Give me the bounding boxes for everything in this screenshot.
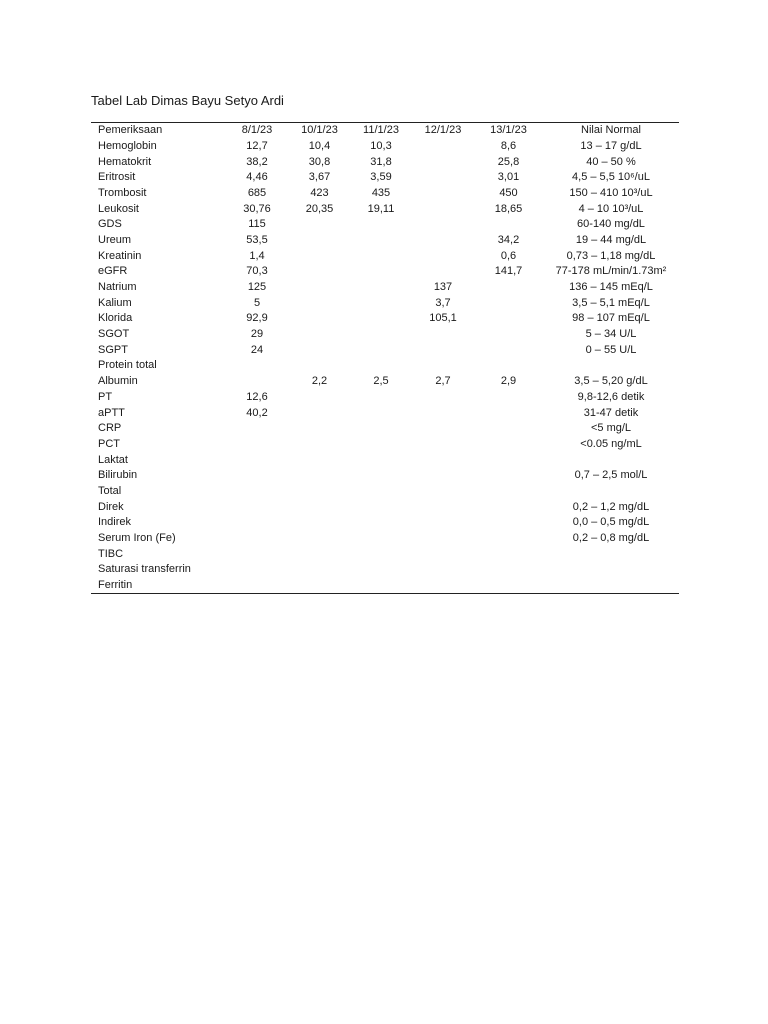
result-cell-date-2 bbox=[289, 484, 350, 500]
test-name-cell: Total bbox=[98, 484, 122, 497]
result-cell-date-2 bbox=[289, 421, 350, 437]
result-cell-date-1 bbox=[225, 546, 289, 562]
table-row bbox=[91, 217, 679, 233]
normal-range-cell bbox=[543, 484, 679, 500]
test-name-cell: Eritrosit bbox=[98, 171, 136, 184]
result-cell-date-1 bbox=[225, 437, 289, 453]
normal-range-cell: <5 mg/L bbox=[590, 422, 632, 435]
test-name-cell: Kreatinin bbox=[98, 249, 142, 262]
table-row bbox=[91, 201, 679, 217]
result-cell-date-1 bbox=[225, 358, 289, 374]
result-cell-date-1: 40,2 bbox=[246, 406, 268, 419]
result-cell-date-1 bbox=[225, 374, 289, 390]
table-row bbox=[91, 531, 679, 547]
header-pemeriksaan: Pemeriksaan bbox=[98, 124, 163, 137]
table-row bbox=[91, 468, 679, 484]
test-name-cell: Natrium bbox=[98, 281, 137, 294]
header-nilai-normal: Nilai Normal bbox=[581, 124, 641, 137]
result-cell-date-4 bbox=[412, 358, 474, 374]
test-name-cell: Ferritin bbox=[98, 578, 133, 591]
result-cell-date-5 bbox=[474, 217, 543, 233]
page-title: Tabel Lab Dimas Bayu Setyo Ardi bbox=[91, 93, 284, 108]
result-cell-date-2 bbox=[289, 468, 350, 484]
normal-range-cell bbox=[543, 452, 679, 468]
test-name-cell: TIBC bbox=[98, 547, 124, 560]
result-cell-date-5: 2,9 bbox=[500, 375, 517, 388]
result-cell-date-4 bbox=[412, 170, 474, 186]
result-cell-date-5: 25,8 bbox=[497, 155, 520, 168]
result-cell-date-4: 105,1 bbox=[429, 312, 457, 325]
result-cell-date-3 bbox=[350, 499, 412, 515]
test-name-cell: Hematokrit bbox=[98, 155, 152, 168]
table-row bbox=[91, 546, 679, 562]
normal-range-cell bbox=[543, 578, 679, 594]
result-cell-date-5: 8,6 bbox=[500, 139, 517, 152]
result-cell-date-1: 1,4 bbox=[249, 249, 265, 262]
result-cell-date-1: 38,2 bbox=[246, 155, 268, 168]
result-cell-date-1: 24 bbox=[250, 343, 264, 356]
result-cell-date-3: 2,5 bbox=[373, 375, 389, 388]
result-cell-date-1 bbox=[225, 452, 289, 468]
test-name-cell: eGFR bbox=[98, 265, 128, 278]
result-cell-date-5 bbox=[474, 578, 543, 594]
table-row bbox=[91, 515, 679, 531]
normal-range-cell: 150 – 410 10³/uL bbox=[569, 186, 653, 199]
result-cell-date-3 bbox=[350, 248, 412, 264]
result-cell-date-2: 423 bbox=[310, 186, 329, 199]
result-cell-date-1 bbox=[225, 468, 289, 484]
header-date-2: 10/1/23 bbox=[301, 124, 338, 137]
result-cell-date-4 bbox=[412, 531, 474, 547]
result-cell-date-1 bbox=[225, 562, 289, 578]
test-name-cell: Laktat bbox=[98, 453, 128, 466]
result-cell-date-2 bbox=[289, 499, 350, 515]
result-cell-date-2 bbox=[289, 515, 350, 531]
table-row bbox=[91, 139, 679, 155]
test-name-cell: Indirek bbox=[98, 516, 132, 529]
result-cell-date-3 bbox=[350, 421, 412, 437]
result-cell-date-5: 450 bbox=[499, 186, 518, 199]
test-name-cell: SGPT bbox=[98, 343, 128, 356]
table-row bbox=[91, 280, 679, 296]
result-cell-date-2 bbox=[289, 562, 350, 578]
lab-results-table bbox=[91, 122, 679, 594]
result-cell-date-3 bbox=[350, 358, 412, 374]
result-cell-date-2 bbox=[289, 233, 350, 249]
result-cell-date-4 bbox=[412, 139, 474, 155]
result-cell-date-5 bbox=[474, 499, 543, 515]
test-name-cell: Hemoglobin bbox=[98, 139, 157, 152]
normal-range-cell: 77-178 mL/min/1.73m² bbox=[555, 265, 667, 278]
normal-range-cell: 60-140 mg/dL bbox=[577, 218, 645, 231]
result-cell-date-5 bbox=[474, 405, 543, 421]
table-row bbox=[91, 390, 679, 406]
result-cell-date-1: 125 bbox=[247, 281, 267, 294]
normal-range-cell: 98 – 107 mEq/L bbox=[572, 312, 650, 325]
table-row bbox=[91, 484, 679, 500]
result-cell-date-3 bbox=[350, 562, 412, 578]
result-cell-date-4 bbox=[412, 452, 474, 468]
normal-range-cell: 3,5 – 5,20 g/dL bbox=[574, 375, 648, 388]
result-cell-date-5 bbox=[474, 295, 543, 311]
result-cell-date-3: 31,8 bbox=[370, 155, 392, 168]
result-cell-date-5: 0,6 bbox=[500, 249, 517, 262]
result-cell-date-3 bbox=[350, 217, 412, 233]
result-cell-date-3 bbox=[350, 233, 412, 249]
table-row bbox=[91, 311, 679, 327]
result-cell-date-4 bbox=[412, 546, 474, 562]
result-cell-date-2 bbox=[289, 342, 350, 358]
normal-range-cell: 40 – 50 % bbox=[586, 155, 636, 168]
header-date-5: 13/1/23 bbox=[490, 124, 527, 137]
table-row bbox=[91, 154, 679, 170]
result-cell-date-5 bbox=[474, 327, 543, 343]
result-cell-date-1: 12,7 bbox=[246, 139, 268, 152]
table-row bbox=[91, 295, 679, 311]
result-cell-date-2: 30,8 bbox=[308, 155, 331, 168]
result-cell-date-3 bbox=[350, 578, 412, 594]
result-cell-date-2 bbox=[289, 578, 350, 594]
result-cell-date-4: 2,7 bbox=[435, 375, 451, 388]
normal-range-cell bbox=[543, 358, 679, 374]
result-cell-date-5 bbox=[474, 280, 543, 296]
result-cell-date-4 bbox=[412, 186, 474, 202]
normal-range-cell: 3,5 – 5,1 mEq/L bbox=[572, 296, 650, 309]
normal-range-cell bbox=[543, 562, 679, 578]
normal-range-cell: 0 – 55 U/L bbox=[585, 343, 637, 356]
result-cell-date-1 bbox=[225, 499, 289, 515]
table-row bbox=[91, 437, 679, 453]
result-cell-date-1 bbox=[225, 578, 289, 594]
result-cell-date-1: 92,9 bbox=[246, 312, 268, 325]
table-row bbox=[91, 405, 679, 421]
result-cell-date-4 bbox=[412, 390, 474, 406]
result-cell-date-2: 2,2 bbox=[311, 375, 328, 388]
test-name-cell: aPTT bbox=[98, 406, 125, 419]
normal-range-cell: 9,8-12,6 detik bbox=[577, 390, 645, 403]
result-cell-date-5: 3,01 bbox=[497, 171, 520, 184]
result-cell-date-4 bbox=[412, 405, 474, 421]
result-cell-date-5: 141,7 bbox=[494, 265, 523, 278]
result-cell-date-3: 3,59 bbox=[370, 171, 392, 184]
table-row bbox=[91, 186, 679, 202]
result-cell-date-2: 20,35 bbox=[305, 202, 334, 215]
result-cell-date-2 bbox=[289, 390, 350, 406]
table-row bbox=[91, 170, 679, 186]
result-cell-date-2 bbox=[289, 327, 350, 343]
result-cell-date-5 bbox=[474, 311, 543, 327]
result-cell-date-3 bbox=[350, 437, 412, 453]
result-cell-date-1 bbox=[225, 531, 289, 547]
test-name-cell: Direk bbox=[98, 500, 124, 513]
result-cell-date-3 bbox=[350, 468, 412, 484]
test-name-cell: Protein total bbox=[98, 359, 157, 372]
table-row bbox=[91, 358, 679, 374]
result-cell-date-3 bbox=[350, 405, 412, 421]
result-cell-date-4 bbox=[412, 484, 474, 500]
result-cell-date-4 bbox=[412, 499, 474, 515]
result-cell-date-3 bbox=[350, 311, 412, 327]
result-cell-date-3: 435 bbox=[371, 186, 391, 199]
normal-range-cell: 4,5 – 5,5 10⁶/uL bbox=[572, 171, 650, 184]
result-cell-date-2 bbox=[289, 311, 350, 327]
result-cell-date-2 bbox=[289, 280, 350, 296]
normal-range-cell: 5 – 34 U/L bbox=[585, 328, 637, 341]
result-cell-date-3 bbox=[350, 295, 412, 311]
result-cell-date-1: 29 bbox=[250, 328, 264, 341]
table-row bbox=[91, 499, 679, 515]
result-cell-date-3: 19,11 bbox=[367, 202, 395, 215]
result-cell-date-4 bbox=[412, 578, 474, 594]
normal-range-cell: 0,2 – 0,8 mg/dL bbox=[572, 532, 650, 545]
result-cell-date-4 bbox=[412, 515, 474, 531]
table-row bbox=[91, 374, 679, 390]
result-cell-date-4 bbox=[412, 233, 474, 249]
result-cell-date-1: 5 bbox=[253, 296, 261, 309]
test-name-cell: Bilirubin bbox=[98, 469, 138, 482]
result-cell-date-2 bbox=[289, 452, 350, 468]
header-date-1: 8/1/23 bbox=[241, 124, 273, 137]
test-name-cell: Saturasi transferrin bbox=[98, 563, 191, 576]
test-name-cell: Kalium bbox=[98, 296, 132, 309]
result-cell-date-3 bbox=[350, 515, 412, 531]
normal-range-cell: 136 – 145 mEq/L bbox=[569, 281, 653, 294]
result-cell-date-3 bbox=[350, 531, 412, 547]
test-name-cell: Serum Iron (Fe) bbox=[98, 532, 176, 545]
result-cell-date-2 bbox=[289, 264, 350, 280]
result-cell-date-1: 70,3 bbox=[246, 265, 268, 278]
normal-range-cell: 0,0 – 0,5 mg/dL bbox=[572, 516, 650, 529]
result-cell-date-5: 34,2 bbox=[497, 233, 520, 246]
result-cell-date-5 bbox=[474, 358, 543, 374]
result-cell-date-4 bbox=[412, 342, 474, 358]
result-cell-date-4: 137 bbox=[433, 281, 453, 294]
result-cell-date-5 bbox=[474, 390, 543, 406]
normal-range-cell: 0,2 – 1,2 mg/dL bbox=[572, 500, 650, 513]
result-cell-date-3 bbox=[350, 484, 412, 500]
result-cell-date-2: 10,4 bbox=[308, 139, 331, 152]
header-date-3: 11/1/23 bbox=[363, 124, 399, 137]
normal-range-cell: 19 – 44 mg/dL bbox=[575, 233, 647, 246]
result-cell-date-3 bbox=[350, 264, 412, 280]
result-cell-date-1 bbox=[225, 484, 289, 500]
result-cell-date-1 bbox=[225, 515, 289, 531]
result-cell-date-3 bbox=[350, 390, 412, 406]
test-name-cell: Trombosit bbox=[98, 186, 147, 199]
table-row bbox=[91, 562, 679, 578]
result-cell-date-2 bbox=[289, 217, 350, 233]
result-cell-date-4 bbox=[412, 264, 474, 280]
table-row bbox=[91, 578, 679, 594]
test-name-cell: SGOT bbox=[98, 328, 130, 341]
result-cell-date-1 bbox=[225, 421, 289, 437]
normal-range-cell bbox=[543, 546, 679, 562]
result-cell-date-5: 18,65 bbox=[494, 202, 523, 215]
result-cell-date-2: 3,67 bbox=[308, 171, 331, 184]
result-cell-date-5 bbox=[474, 342, 543, 358]
table-row bbox=[91, 452, 679, 468]
test-name-cell: GDS bbox=[98, 218, 122, 231]
test-name-cell: Leukosit bbox=[98, 202, 139, 215]
result-cell-date-4 bbox=[412, 437, 474, 453]
test-name-cell: Albumin bbox=[98, 375, 138, 388]
result-cell-date-1: 30,76 bbox=[243, 202, 271, 215]
result-cell-date-5 bbox=[474, 468, 543, 484]
table-row bbox=[91, 248, 679, 264]
result-cell-date-2 bbox=[289, 248, 350, 264]
result-cell-date-3 bbox=[350, 452, 412, 468]
result-cell-date-5 bbox=[474, 484, 543, 500]
result-cell-date-5 bbox=[474, 546, 543, 562]
result-cell-date-4 bbox=[412, 217, 474, 233]
table-row bbox=[91, 264, 679, 280]
result-cell-date-4 bbox=[412, 562, 474, 578]
table-row bbox=[91, 327, 679, 343]
result-cell-date-5 bbox=[474, 421, 543, 437]
result-cell-date-3 bbox=[350, 280, 412, 296]
result-cell-date-1: 115 bbox=[248, 218, 266, 231]
test-name-cell: PCT bbox=[98, 437, 120, 450]
header-date-4: 12/1/23 bbox=[424, 124, 462, 137]
result-cell-date-5 bbox=[474, 531, 543, 547]
normal-range-cell: 0,73 – 1,18 mg/dL bbox=[566, 249, 656, 262]
result-cell-date-3: 10,3 bbox=[370, 139, 392, 152]
result-cell-date-3 bbox=[350, 342, 412, 358]
test-name-cell: PT bbox=[98, 390, 113, 403]
result-cell-date-5 bbox=[474, 562, 543, 578]
result-cell-date-2 bbox=[289, 546, 350, 562]
result-cell-date-4 bbox=[412, 154, 474, 170]
table-row bbox=[91, 421, 679, 437]
result-cell-date-2 bbox=[289, 295, 350, 311]
normal-range-cell: 0,7 – 2,5 mol/L bbox=[574, 469, 648, 482]
result-cell-date-3 bbox=[350, 327, 412, 343]
normal-range-cell: 13 – 17 g/dL bbox=[580, 139, 642, 152]
result-cell-date-2 bbox=[289, 531, 350, 547]
test-name-cell: Klorida bbox=[98, 312, 133, 325]
table-row bbox=[91, 342, 679, 358]
result-cell-date-5 bbox=[474, 452, 543, 468]
result-cell-date-2 bbox=[289, 437, 350, 453]
result-cell-date-4 bbox=[412, 248, 474, 264]
table-body bbox=[91, 139, 679, 594]
result-cell-date-4 bbox=[412, 201, 474, 217]
result-cell-date-4 bbox=[412, 327, 474, 343]
normal-range-cell: 4 – 10 10³/uL bbox=[578, 202, 644, 215]
result-cell-date-4 bbox=[412, 468, 474, 484]
table-header-row bbox=[91, 123, 679, 139]
normal-range-cell: <0.05 ng/mL bbox=[580, 437, 642, 450]
result-cell-date-1: 53,5 bbox=[246, 233, 268, 246]
result-cell-date-1: 4,46 bbox=[246, 171, 268, 184]
result-cell-date-5 bbox=[474, 437, 543, 453]
result-cell-date-2 bbox=[289, 358, 350, 374]
normal-range-cell: 31-47 detik bbox=[583, 406, 639, 419]
test-name-cell: CRP bbox=[98, 422, 122, 435]
result-cell-date-4 bbox=[412, 421, 474, 437]
result-cell-date-1: 12,6 bbox=[246, 390, 268, 403]
result-cell-date-5 bbox=[474, 515, 543, 531]
test-name-cell: Ureum bbox=[98, 233, 132, 246]
table-row bbox=[91, 233, 679, 249]
result-cell-date-3 bbox=[350, 546, 412, 562]
result-cell-date-1: 685 bbox=[247, 186, 267, 199]
result-cell-date-2 bbox=[289, 405, 350, 421]
result-cell-date-4: 3,7 bbox=[435, 296, 451, 309]
